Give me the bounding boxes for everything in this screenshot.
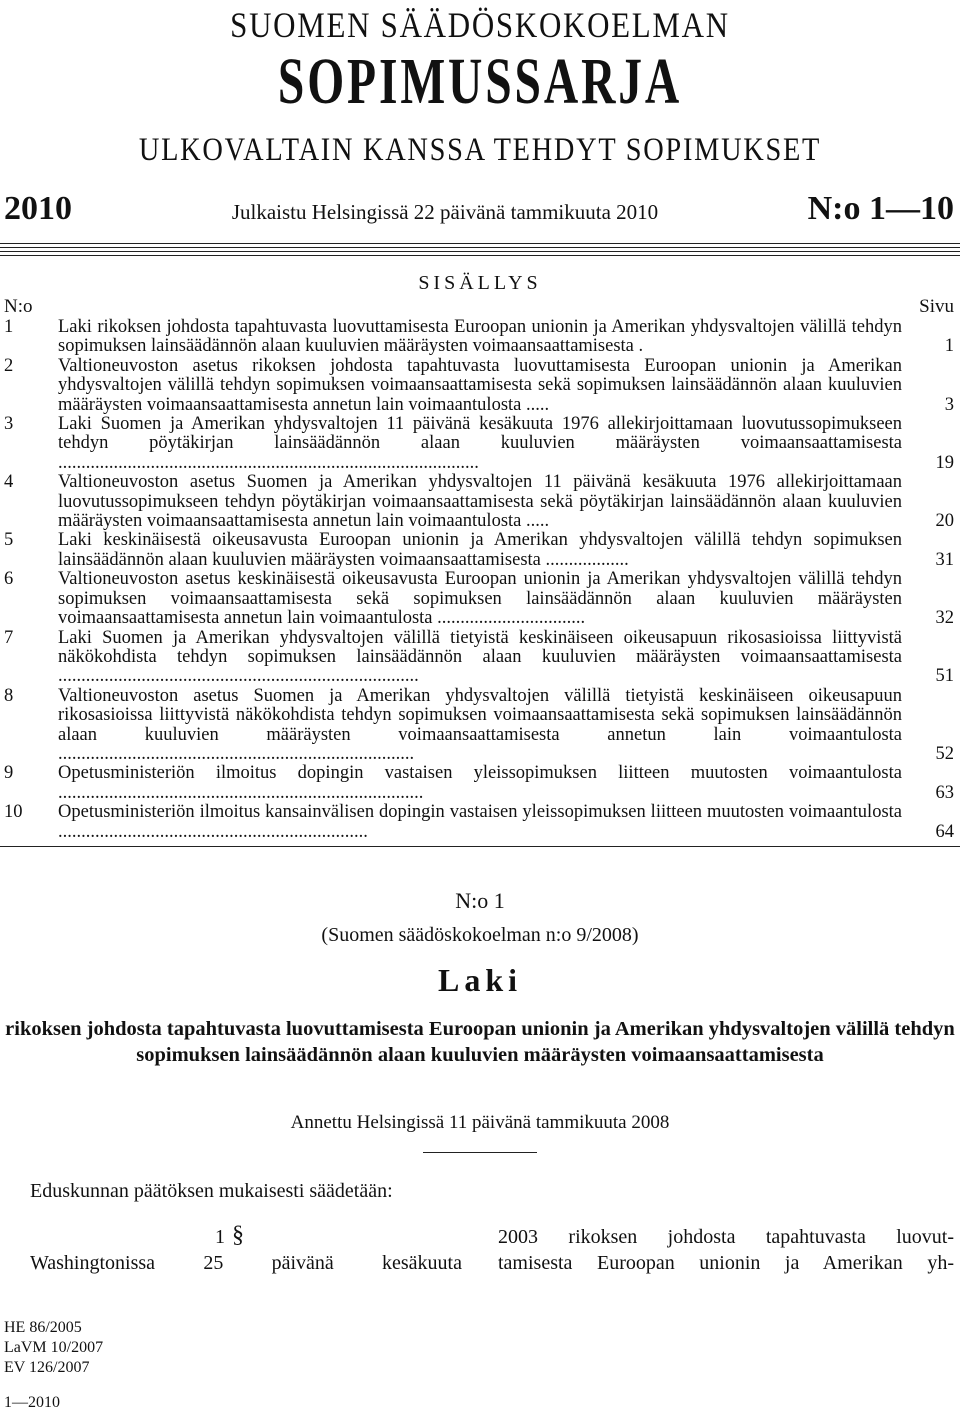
publication-date: Julkaistu Helsingissä 22 päivänä tammikuuta 2010	[231, 200, 659, 224]
toc-entry-number: 2	[4, 355, 14, 376]
toc-entry-title: Valtioneuvoston asetus Suomen ja Amerikan yhdysvaltojen välillä tietyistä keskinäiseen oikeusapuun rikosasioissa liittyvistä näkökohdista tehdyn sopimuksen voimaansaattamisesta sekä sopimuksen lainsäädännön alaan kuuluvien määräysten voimaansaattamisesta annetun lain voimaantulosta .............................................................................	[58, 685, 902, 764]
toc-entry-page: 3	[944, 394, 954, 415]
body-word: 25	[203, 1252, 224, 1274]
section-symbol: §	[232, 1222, 244, 1248]
toc-entry[interactable]	[0, 357, 960, 415]
toc-entry-page: 19	[935, 452, 954, 473]
toc-entry[interactable]	[0, 629, 960, 687]
toc-entry-title: Opetusministeriön ilmoitus dopingin vastaisen yleissopimuksen liitteen muutosten voimaantulosta ...............................................................................	[58, 763, 902, 803]
contents-page-column: Sivu	[919, 296, 954, 317]
header-rule	[0, 243, 960, 244]
issue-year: 2010	[4, 190, 72, 227]
body-word: päivänä	[271, 1252, 334, 1274]
contents-number-column: N:o	[4, 296, 33, 317]
reference-item: HE 86/2005	[4, 1319, 82, 1336]
toc-entry-number: 10	[4, 802, 23, 823]
body-text-left	[30, 1252, 462, 1275]
toc-entry-page: 63	[935, 782, 954, 803]
contents-heading: SISÄLLYS	[418, 272, 542, 294]
toc-entry-page: 20	[935, 511, 954, 532]
series-title: SUOMEN SÄÄDÖSKOKOELMAN	[230, 5, 730, 45]
toc-entry-title: Laki keskinäisestä oikeusavusta Euroopan unionin ja Amerikan yhdysvaltojen välillä tehdyn sopimuksen lainsäädännön alaan kuuluvien määräysten voimaansaattamisesta ..................	[58, 530, 902, 570]
toc-entry-number: 4	[4, 472, 14, 493]
toc-entry-number: 3	[4, 414, 14, 435]
publication-subtitle: ULKOVALTAIN KANSSA TEHDYT SOPIMUKSET	[138, 132, 822, 168]
toc-entry-number: 7	[4, 627, 14, 648]
toc-entry-number: 9	[4, 763, 14, 784]
toc-entry[interactable]	[0, 570, 960, 628]
body-text-right-line: tamisesta Euroopan unionin ja Amerikan yh-	[498, 1252, 954, 1274]
reference-item: EV 126/2007	[4, 1359, 90, 1376]
header-rule	[0, 247, 960, 248]
toc-entry-title: Laki Suomen ja Amerikan yhdysvaltojen välillä tietyistä keskinäiseen oikeusapuun rikosasioissa liittyvistä näkökohdista tehdyn sopimuksen lainsäädännön alaan kuuluvien määräysten voimaansaattamisesta ..............................................................................	[58, 627, 902, 687]
toc-entry[interactable]	[0, 473, 960, 531]
toc-entry-page: 52	[935, 743, 954, 764]
table-of-contents	[0, 318, 960, 842]
toc-entry-number: 6	[4, 569, 14, 590]
body-text-right-line: 2003 rikoksen johdosta tapahtuvasta luovut-	[498, 1226, 954, 1248]
toc-entry[interactable]	[0, 803, 960, 842]
header-rule	[0, 255, 960, 256]
toc-entry-page: 51	[935, 666, 954, 687]
toc-entry-title: Valtioneuvoston asetus keskinäisestä oikeusavusta Euroopan unionin ja Amerikan yhdysvaltojen välillä tehdyn sopimuksen voimaansaattamisesta sekä sopimuksen lainsäädännön alaan kuuluvien määräysten voimaansaattamisesta annetun lain voimaantulosta ................................	[58, 569, 902, 629]
toc-entry-title: Valtioneuvoston asetus rikoksen johdosta tapahtuvasta luovuttamisesta Euroopan unionin ja Amerikan yhdysvaltojen välillä tehdyn sopimuksen voimaansaattamisesta sekä sopimuksen lainsäädännön alaan kuuluvien määräysten voimaansaattamisesta annetun lain voimaantulosta .....	[58, 355, 902, 415]
toc-entry-title: Opetusministeriön ilmoitus kansainvälisen dopingin vastaisen yleissopimuksen liitteen muutosten voimaantulosta ...................................................................	[58, 802, 902, 842]
header-rule	[0, 251, 960, 252]
toc-entry[interactable]	[0, 687, 960, 765]
toc-entry-title: Laki Suomen ja Amerikan yhdysvaltojen 11 päivänä kesäkuuta 1976 allekirjoittamaan luovutussopimukseen tehdyn pöytäkirjan lainsäädännön alaan kuuluvien määräysten voimaansaattamisesta ...........................................................................................	[58, 414, 902, 473]
section-number: 1	[215, 1226, 225, 1248]
toc-entry-number: 5	[4, 530, 14, 551]
page-footer: 1—2010	[4, 1394, 60, 1411]
legislative-references	[4, 1318, 103, 1378]
body-word: kesäkuuta	[382, 1252, 462, 1274]
publication-title: SOPIMUSSARJA	[277, 45, 683, 118]
short-divider	[423, 1152, 537, 1153]
act-given-date: Annettu Helsingissä 11 päivänä tammikuuta 2008	[290, 1112, 670, 1133]
toc-entry[interactable]	[0, 531, 960, 570]
act-type: Laki	[437, 962, 523, 998]
act-title: rikoksen johdosta tapahtuvasta luovuttamisesta Euroopan unionin ja Amerikan yhdysvaltojen välillä tehdyn sopimuksen lainsäädännön alaan kuuluvien määräysten voimaansaattamisesta	[5, 1018, 955, 1066]
enacting-clause: Eduskunnan päätöksen mukaisesti säädetään:	[30, 1180, 393, 1202]
act-reference: (Suomen säädöskokoelman n:o 9/2008)	[321, 924, 639, 946]
toc-entry-title: Valtioneuvoston asetus Suomen ja Amerikan yhdysvaltojen 11 päivänä kesäkuuta 1976 allekirjoittamaan luovutussopimukseen tehdyn pöytäkirjan voimaansaattamisesta sekä pöytäkirjan lainsäädännön alaan kuuluvien määräysten voimaansaattamisesta annetun lain voimaantulosta .....	[58, 472, 902, 532]
act-number: N:o 1	[455, 888, 505, 913]
toc-entry-page: 1	[944, 336, 954, 357]
toc-entry-number: 1	[4, 317, 14, 337]
toc-entry-page: 32	[935, 608, 954, 629]
toc-entry-number: 8	[4, 685, 14, 706]
toc-entry-page: 31	[935, 549, 954, 570]
reference-item: LaVM 10/2007	[4, 1339, 104, 1356]
toc-entry-title: Laki rikoksen johdosta tapahtuvasta luovuttamisesta Euroopan unionin ja Amerikan yhdysvaltojen välillä tehdyn sopimuksen lainsäädännön alaan kuuluvien määräysten voimaansaattamisesta .	[58, 317, 902, 357]
issue-number-range: N:o 1—10	[807, 190, 954, 227]
toc-entry[interactable]	[0, 764, 960, 803]
body-word: Washingtonissa	[30, 1252, 156, 1274]
toc-entry[interactable]	[0, 318, 960, 357]
section-divider	[0, 846, 960, 847]
toc-entry[interactable]	[0, 415, 960, 473]
toc-entry-page: 64	[935, 821, 954, 842]
